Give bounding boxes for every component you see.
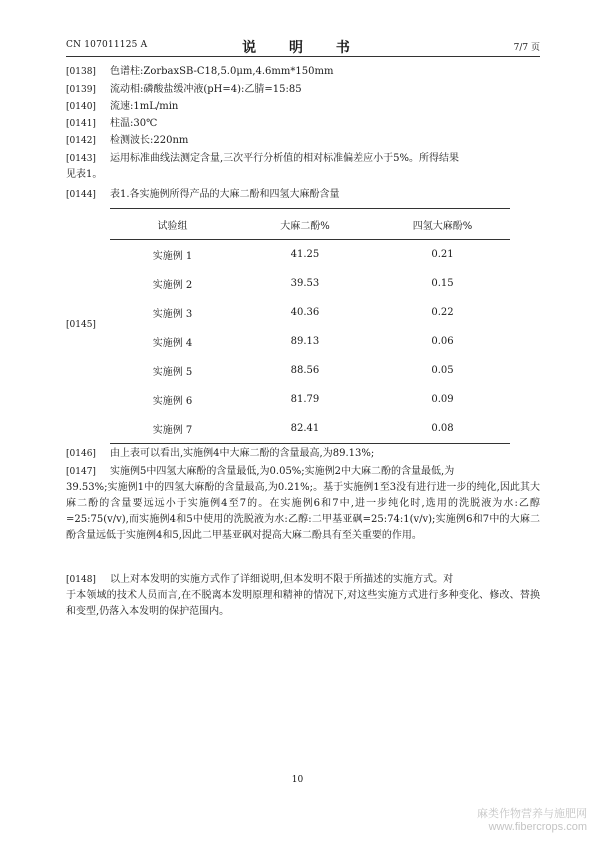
table-cell: 0.05 xyxy=(431,365,454,376)
paragraph-0144 xyxy=(66,187,540,203)
column-header: 大麻二酚% xyxy=(235,209,375,240)
table-cell: 实施例 6 xyxy=(152,396,193,407)
page-number: 10 xyxy=(291,775,304,785)
header-rule xyxy=(66,56,540,57)
table-cell: 89.13 xyxy=(290,336,320,347)
paragraph-line: 以上对本发明的实施方式作了详细说明,但本发明不限于所描述的实施方式。对 xyxy=(110,574,454,585)
paragraph-line: 实施例5中四氢大麻酚的含量最低,为0.05%;实施例2中大麻二酚的含量最低,为 xyxy=(110,466,455,477)
table-cell: 实施例 3 xyxy=(152,309,193,320)
table-cell: 81.79 xyxy=(290,394,320,405)
table-cell: 实施例 5 xyxy=(152,367,193,378)
table-cell: 实施例 4 xyxy=(152,338,193,349)
paragraph-0142 xyxy=(66,133,540,149)
column-header: 试验组 xyxy=(110,209,235,240)
table-cell: 82.41 xyxy=(235,414,375,444)
paragraph-0143 xyxy=(66,151,540,183)
table-cell: 实施例 1 xyxy=(152,251,193,262)
table-cell: 0.22 xyxy=(431,307,454,318)
table-cell: 实施例 2 xyxy=(152,280,193,291)
table-header-row xyxy=(110,209,510,240)
paragraph-0140 xyxy=(66,99,540,115)
paragraph-number: [0142] xyxy=(66,136,96,146)
table-cell: 0.09 xyxy=(431,394,454,405)
table-row xyxy=(110,298,510,327)
patent-number: CN 107011125 A xyxy=(66,40,148,50)
table-row xyxy=(110,385,510,414)
table-cell: 0.15 xyxy=(431,278,454,289)
page-header xyxy=(66,38,540,54)
paragraph-0141 xyxy=(66,116,540,132)
paragraph-number: [0148] xyxy=(66,575,96,585)
table-row xyxy=(110,414,510,444)
paragraph-number: [0138] xyxy=(66,67,96,77)
table-cell: 88.56 xyxy=(290,365,320,376)
watermark-site-name: 麻类作物营养与施肥网 xyxy=(477,808,587,820)
results-table xyxy=(110,208,510,444)
paragraph-0146 xyxy=(66,446,540,462)
table-caption: 表1.各实施例所得产品的大麻二酚和四氢大麻酚含量 xyxy=(110,189,340,200)
table-cell: 41.25 xyxy=(290,249,320,260)
watermark-url: www.fibercrops.com xyxy=(488,821,587,833)
paragraph-number: [0146] xyxy=(66,449,96,459)
paragraph-number: [0141] xyxy=(66,119,96,129)
table-row xyxy=(110,327,510,356)
paragraph-number: [0143] xyxy=(66,154,96,164)
paragraph-continuation: 39.53%;实施例1中的四氢大麻酚的含量最高,为0.21%;。基于实施例1至3没有进行进一步的纯化,因此其大麻二酚的含量要远远小于实施例4至7的。在实施例6和7中,进一步纯化时,选用的洗脱液为水:乙醇=25:75(v/v),而实施例4和5中使用的洗脱液为水:乙醇:二甲基亚砜=25:74:1(v/v);实施例6和7中的大麻二酚含量远低于实施例4和5,因此二甲基亚砜对提高大麻二酚具有至关重要的作用。 xyxy=(66,482,540,541)
paragraph-text: 流速:1mL/min xyxy=(110,101,179,112)
paragraph-number: [0139] xyxy=(66,85,96,95)
paragraph-0138 xyxy=(66,64,540,80)
table-row xyxy=(110,269,510,298)
paragraph-number: [0144] xyxy=(66,190,96,200)
paragraph-number: [0145] xyxy=(66,320,96,330)
site-watermark xyxy=(477,805,587,833)
paragraph-0148 xyxy=(66,572,540,620)
paragraph-continuation: 于本领域的技术人员而言,在不脱离本发明原理和精神的情况下,对这些实施方式进行多种变化、修改、替换和变型,仍落入本发明的保护范围内。 xyxy=(66,590,540,617)
paragraph-0147 xyxy=(66,464,540,544)
table-cell: 实施例 7 xyxy=(110,414,235,444)
paragraph-text: 色谱柱:ZorbaxSB-C18,5.0μm,4.6mm*150mm xyxy=(110,66,334,77)
paragraph-text: 由上表可以看出,实施例4中大麻二酚的含量最高,为89.13%; xyxy=(110,448,375,459)
paragraph-text: 检测波长:220nm xyxy=(110,135,189,146)
table-cell: 39.53 xyxy=(290,278,320,289)
table-cell: 40.36 xyxy=(290,307,320,318)
paragraph-text: 流动相:磷酸盐缓冲液(pH=4):乙腈=15:85 xyxy=(110,84,302,95)
paragraph-continuation: 见表1。 xyxy=(66,169,103,180)
page-indicator: 7/7 页 xyxy=(513,43,540,53)
table-cell: 0.21 xyxy=(431,249,454,260)
column-header: 四氢大麻酚% xyxy=(375,209,510,240)
paragraph-number: [0147] xyxy=(66,467,96,477)
table-cell: 0.06 xyxy=(431,336,454,347)
table-row xyxy=(110,356,510,385)
paragraph-line: 运用标准曲线法测定含量,三次平行分析值的相对标准偏差应小于5%。所得结果 xyxy=(110,153,460,164)
table-cell: 0.08 xyxy=(375,414,510,444)
document-title: 说 明 书 xyxy=(242,40,364,56)
table-row xyxy=(110,240,510,270)
paragraph-text: 柱温:30℃ xyxy=(110,118,158,129)
paragraph-0139 xyxy=(66,82,540,98)
paragraph-number: [0140] xyxy=(66,102,96,112)
